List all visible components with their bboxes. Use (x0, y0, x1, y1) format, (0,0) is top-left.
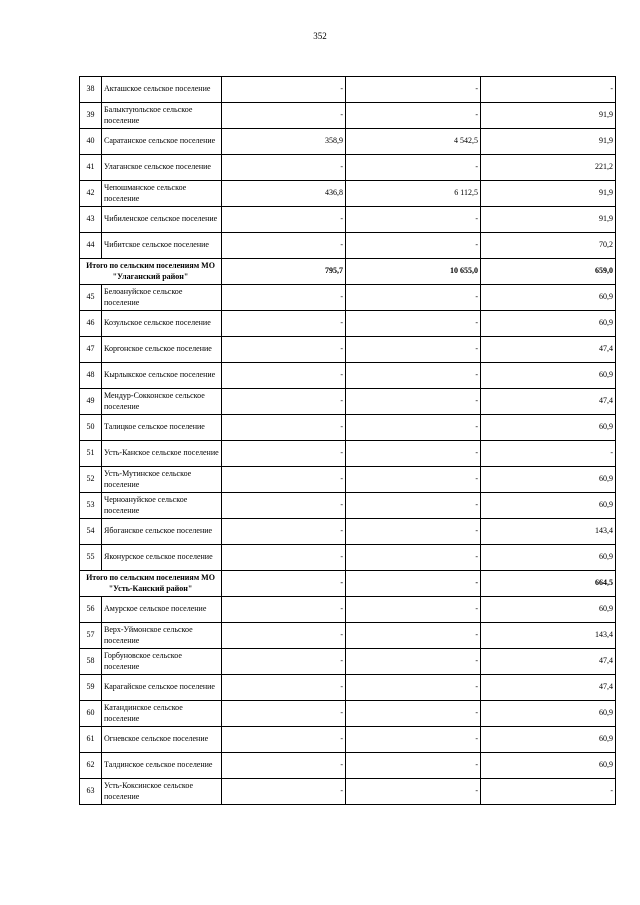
table-body (80, 77, 616, 805)
row-number: 44 (80, 233, 102, 259)
value-cell-3: 91,9 (481, 129, 616, 155)
table-row (80, 155, 616, 181)
row-number: 57 (80, 623, 102, 649)
settlement-name: Амурское сельское поселение (102, 597, 222, 623)
value-cell-1: - (222, 597, 346, 623)
value-cell-1: - (222, 337, 346, 363)
table-row (80, 233, 616, 259)
value-cell-3: 60,9 (481, 285, 616, 311)
value-cell-1: - (222, 519, 346, 545)
value-cell-1: - (222, 493, 346, 519)
page-number: 352 (313, 31, 327, 41)
value-cell-3: 60,9 (481, 363, 616, 389)
table-row (80, 129, 616, 155)
row-number: 60 (80, 701, 102, 727)
value-cell-1: - (222, 779, 346, 805)
value-cell-1: - (222, 311, 346, 337)
settlement-name: Талдинское сельское поселение (102, 753, 222, 779)
value-cell-1: - (222, 571, 346, 597)
value-cell-3: 143,4 (481, 519, 616, 545)
subtotal-label: Итого по сельским поселениям МО "Усть-Канский район" (80, 571, 222, 597)
value-cell-3: 47,4 (481, 675, 616, 701)
value-cell-2: - (346, 77, 481, 103)
settlement-name: Коргонское сельское поселение (102, 337, 222, 363)
table-row (80, 103, 616, 129)
value-cell-2: - (346, 779, 481, 805)
value-cell-2: - (346, 363, 481, 389)
value-cell-1: 358,9 (222, 129, 346, 155)
value-cell-3: 60,9 (481, 493, 616, 519)
value-cell-3: 91,9 (481, 181, 616, 207)
settlement-name: Карагайское сельское поселение (102, 675, 222, 701)
value-cell-1: - (222, 285, 346, 311)
value-cell-1: 795,7 (222, 259, 346, 285)
value-cell-2: - (346, 701, 481, 727)
row-number: 47 (80, 337, 102, 363)
row-number: 43 (80, 207, 102, 233)
table-row (80, 337, 616, 363)
value-cell-1: - (222, 363, 346, 389)
value-cell-2: - (346, 623, 481, 649)
row-number: 62 (80, 753, 102, 779)
value-cell-2: 10 655,0 (346, 259, 481, 285)
value-cell-2: - (346, 571, 481, 597)
table-row (80, 77, 616, 103)
value-cell-3: 60,9 (481, 701, 616, 727)
settlement-name: Белоануйское сельское поселение (102, 285, 222, 311)
value-cell-2: - (346, 753, 481, 779)
row-number: 61 (80, 727, 102, 753)
settlement-name: Чибиленское сельское поселение (102, 207, 222, 233)
table-row (80, 441, 616, 467)
value-cell-1: - (222, 753, 346, 779)
value-cell-2: - (346, 155, 481, 181)
table-row (80, 597, 616, 623)
table-row (80, 493, 616, 519)
value-cell-1: - (222, 623, 346, 649)
value-cell-3: 664,5 (481, 571, 616, 597)
row-number: 49 (80, 389, 102, 415)
value-cell-2: - (346, 675, 481, 701)
table-row (80, 545, 616, 571)
value-cell-2: - (346, 389, 481, 415)
settlement-name: Чепошманское сельское поселение (102, 181, 222, 207)
table-row (80, 181, 616, 207)
settlement-name: Улаганское сельское поселение (102, 155, 222, 181)
value-cell-1: - (222, 649, 346, 675)
value-cell-2: - (346, 311, 481, 337)
settlement-name: Черноануйское сельское поселение (102, 493, 222, 519)
value-cell-1: - (222, 701, 346, 727)
settlement-name: Катандинское сельское поселение (102, 701, 222, 727)
settlement-name: Усть-Коксинское сельское поселение (102, 779, 222, 805)
table-row (80, 675, 616, 701)
value-cell-1: - (222, 389, 346, 415)
settlement-name: Чибитское сельское поселение (102, 233, 222, 259)
row-number: 42 (80, 181, 102, 207)
settlement-name: Горбуновское сельское поселение (102, 649, 222, 675)
value-cell-3: 60,9 (481, 415, 616, 441)
value-cell-3: 60,9 (481, 467, 616, 493)
value-cell-2: - (346, 103, 481, 129)
table-row (80, 623, 616, 649)
value-cell-3: 659,0 (481, 259, 616, 285)
value-cell-2: - (346, 415, 481, 441)
value-cell-3: 60,9 (481, 597, 616, 623)
settlement-name: Козульское сельское поселение (102, 311, 222, 337)
row-number: 58 (80, 649, 102, 675)
value-cell-2: - (346, 233, 481, 259)
row-number: 52 (80, 467, 102, 493)
value-cell-1: - (222, 233, 346, 259)
value-cell-2: 4 542,5 (346, 129, 481, 155)
settlement-name: Саратанское сельское поселение (102, 129, 222, 155)
settlement-name: Верх-Уймонское сельское поселение (102, 623, 222, 649)
row-number: 54 (80, 519, 102, 545)
value-cell-2: - (346, 519, 481, 545)
value-cell-3: 70,2 (481, 233, 616, 259)
value-cell-3: 60,9 (481, 727, 616, 753)
value-cell-3: - (481, 441, 616, 467)
row-number: 38 (80, 77, 102, 103)
row-number: 55 (80, 545, 102, 571)
table-row (80, 285, 616, 311)
value-cell-2: - (346, 493, 481, 519)
table-row (80, 467, 616, 493)
value-cell-1: - (222, 441, 346, 467)
row-number: 48 (80, 363, 102, 389)
row-number: 39 (80, 103, 102, 129)
settlement-name: Балыктуюльское сельское поселение (102, 103, 222, 129)
value-cell-1: - (222, 415, 346, 441)
row-number: 63 (80, 779, 102, 805)
value-cell-1: - (222, 103, 346, 129)
value-cell-3: 60,9 (481, 545, 616, 571)
table-row (80, 701, 616, 727)
value-cell-3: 91,9 (481, 207, 616, 233)
value-cell-3: 60,9 (481, 753, 616, 779)
settlement-name: Талицкое сельское поселение (102, 415, 222, 441)
row-number: 53 (80, 493, 102, 519)
subtotal-row (80, 259, 616, 285)
value-cell-3: 60,9 (481, 311, 616, 337)
value-cell-2: - (346, 597, 481, 623)
row-number: 56 (80, 597, 102, 623)
row-number: 51 (80, 441, 102, 467)
value-cell-3: 91,9 (481, 103, 616, 129)
subtotal-row (80, 571, 616, 597)
table-row (80, 389, 616, 415)
settlement-name: Усть-Мутинское сельское поселение (102, 467, 222, 493)
table-row (80, 207, 616, 233)
value-cell-3: 47,4 (481, 649, 616, 675)
row-number: 59 (80, 675, 102, 701)
value-cell-3: 221,2 (481, 155, 616, 181)
value-cell-3: 47,4 (481, 389, 616, 415)
table-row (80, 779, 616, 805)
value-cell-3: - (481, 779, 616, 805)
settlement-name: Мендур-Сокконское сельское поселение (102, 389, 222, 415)
value-cell-2: - (346, 545, 481, 571)
value-cell-1: 436,8 (222, 181, 346, 207)
value-cell-1: - (222, 77, 346, 103)
value-cell-3: 143,4 (481, 623, 616, 649)
settlement-name: Кырлыкское сельское поселение (102, 363, 222, 389)
value-cell-1: - (222, 727, 346, 753)
value-cell-3: 47,4 (481, 337, 616, 363)
value-cell-1: - (222, 467, 346, 493)
value-cell-2: - (346, 467, 481, 493)
row-number: 46 (80, 311, 102, 337)
table-row (80, 649, 616, 675)
subtotal-label: Итого по сельским поселениям МО "Улаганский район" (80, 259, 222, 285)
value-cell-1: - (222, 155, 346, 181)
settlement-name: Усть-Канское сельское поселение (102, 441, 222, 467)
table-row (80, 311, 616, 337)
table-row (80, 519, 616, 545)
settlement-name: Акташское сельское поселение (102, 77, 222, 103)
value-cell-2: - (346, 727, 481, 753)
row-number: 40 (80, 129, 102, 155)
row-number: 45 (80, 285, 102, 311)
value-cell-3: - (481, 77, 616, 103)
value-cell-2: - (346, 337, 481, 363)
table-row (80, 363, 616, 389)
value-cell-2: - (346, 649, 481, 675)
settlement-name: Ябоганское сельское поселение (102, 519, 222, 545)
row-number: 50 (80, 415, 102, 441)
value-cell-1: - (222, 207, 346, 233)
settlement-name: Яконурское сельское поселение (102, 545, 222, 571)
settlement-name: Огневское сельское поселение (102, 727, 222, 753)
value-cell-1: - (222, 675, 346, 701)
value-cell-2: 6 112,5 (346, 181, 481, 207)
settlements-table (79, 76, 616, 805)
value-cell-2: - (346, 207, 481, 233)
value-cell-1: - (222, 545, 346, 571)
value-cell-2: - (346, 285, 481, 311)
row-number: 41 (80, 155, 102, 181)
table-row (80, 753, 616, 779)
table-row (80, 415, 616, 441)
value-cell-2: - (346, 441, 481, 467)
table-row (80, 727, 616, 753)
